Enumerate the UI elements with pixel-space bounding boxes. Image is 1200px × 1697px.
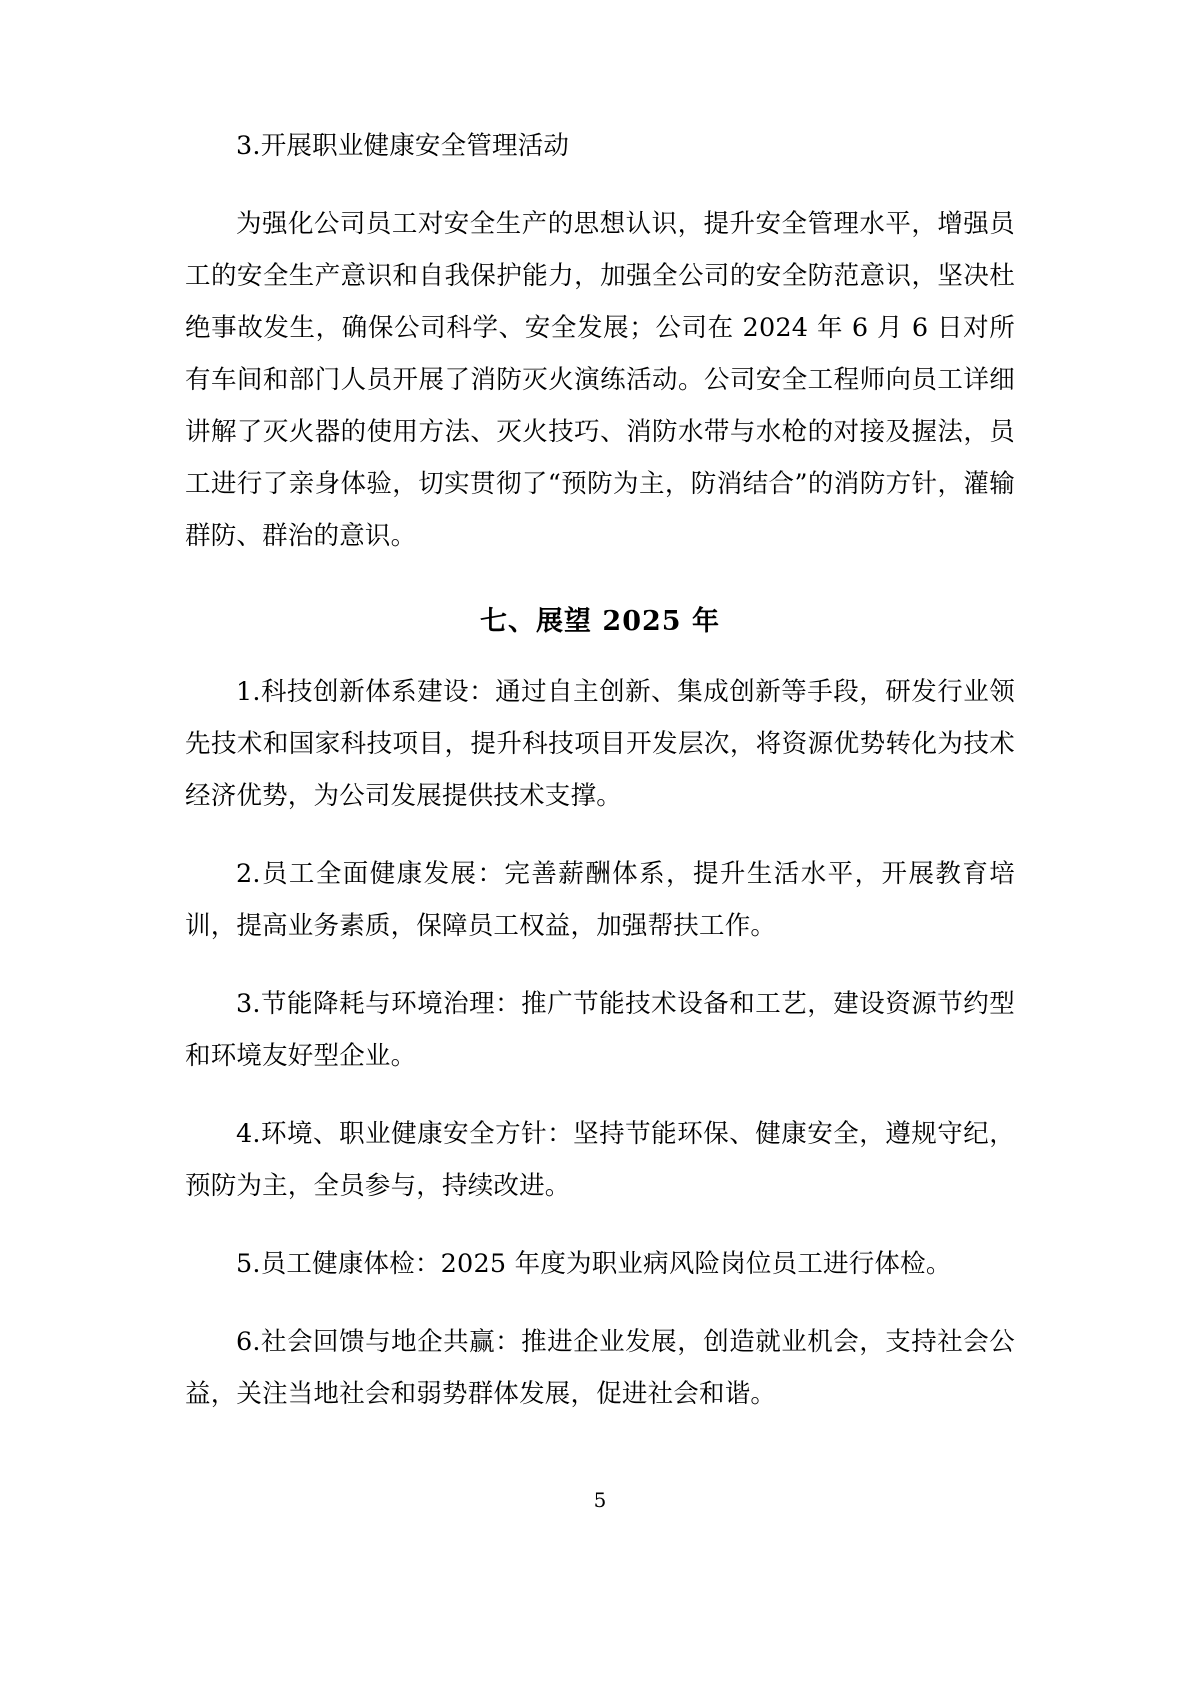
paragraph-item-3-body: 为强化公司员工对安全生产的思想认识，提升安全管理水平，增强员工的安全生产意识和自我保护能力，加强全公司的安全防范意识，坚决杜绝事故发生，确保公司科学、安全发展；公司在 2024 年 6 月 6 日对所有车间和部门人员开展了消防灭火演练活动。公司安全工程师向员工详细讲解了灭火器的使用方法、灭火技巧、消防水带与水枪的对接及握法，员工进行了亲身体验，切实贯彻了“预防为主，防消结合”的消防方针，灌输群防、群治的意识。 bbox=[185, 209, 1015, 551]
section-title: 七、展望 2025 年 bbox=[480, 606, 720, 637]
paragraph-outlook-4: 4.环境、职业健康安全方针：坚持节能环保、健康安全，遵规守纪，预防为主，全员参与，持续改进。 bbox=[185, 1119, 1015, 1201]
paragraph-outlook-5: 5.员工健康体检：2025 年度为职业病风险岗位员工进行体检。 bbox=[236, 1249, 952, 1279]
paragraph-outlook-2: 2.员工全面健康发展：完善薪酬体系，提升生活水平，开展教育培训，提高业务素质，保障员工权益，加强帮扶工作。 bbox=[185, 859, 1015, 941]
paragraph-item-3-heading: 3.开展职业健康安全管理活动 bbox=[236, 131, 570, 161]
paragraph-outlook-6: 6.社会回馈与地企共赢：推进企业发展，创造就业机会，支持社会公益，关注当地社会和弱势群体发展，促进社会和谐。 bbox=[185, 1327, 1015, 1409]
paragraph-outlook-1: 1.科技创新体系建设：通过自主创新、集成创新等手段，研发行业领先技术和国家科技项目，提升科技项目开发层次，将资源优势转化为技术经济优势，为公司发展提供技术支撑。 bbox=[185, 677, 1015, 811]
page-number: 5 bbox=[593, 1488, 607, 1512]
paragraph-outlook-3: 3.节能降耗与环境治理：推广节能技术设备和工艺，建设资源节约型和环境友好型企业。 bbox=[185, 989, 1015, 1071]
page-content bbox=[185, 120, 1015, 1420]
